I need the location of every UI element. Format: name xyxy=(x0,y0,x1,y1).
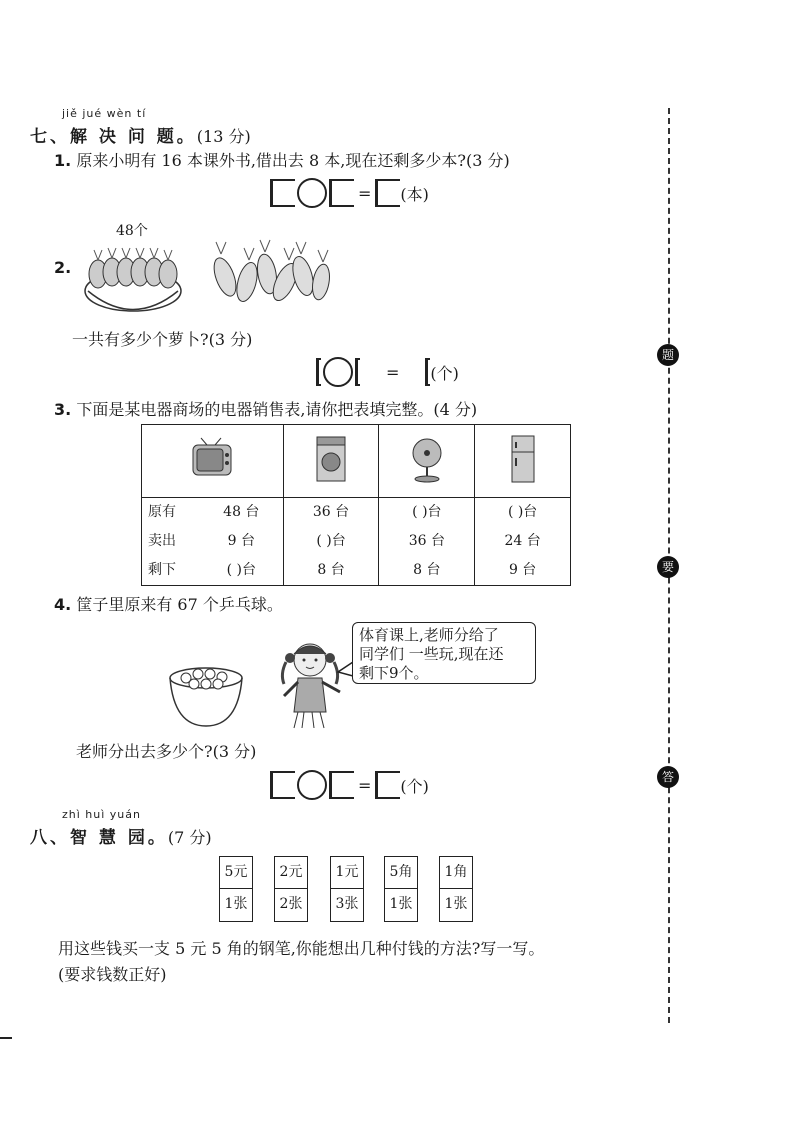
section7-title-text: 七、解 决 问 题。 xyxy=(30,127,197,147)
washer-cell xyxy=(283,425,379,498)
ball-bowl-image xyxy=(166,664,246,730)
q1-blank-3[interactable] xyxy=(375,179,400,207)
bubble-line-2: 同学们 一些玩,现在还 xyxy=(359,645,504,663)
section8-question-line2: (要求钱数正好) xyxy=(58,965,167,984)
washer-original: 36 台 xyxy=(312,504,350,520)
section8-pinyin: zhì huì yuán xyxy=(62,808,141,821)
fan-sold: 36 台 xyxy=(408,533,445,549)
q4-statement: 筐子里原来有 67 个乒乓球。 xyxy=(76,595,283,614)
speech-bubble xyxy=(352,622,536,684)
q4-equals: = xyxy=(358,775,372,795)
q1-blank-1[interactable] xyxy=(270,179,295,207)
money-value: 1元 xyxy=(331,857,363,889)
section8-title-text: 八、智 慧 园。 xyxy=(30,828,168,848)
q4-text xyxy=(54,592,283,615)
fan-original-blank[interactable]: ( )台 xyxy=(412,504,442,520)
bubble-line-3: 剩下9个。 xyxy=(359,664,429,682)
row-label-sold: 卖出 xyxy=(148,533,176,549)
section7-points: (13 分) xyxy=(196,127,251,146)
q4-number: 4. xyxy=(54,595,72,614)
table-col-washer xyxy=(283,498,379,586)
q4-blank-1[interactable] xyxy=(270,771,295,799)
corner-mark xyxy=(0,1037,12,1039)
fridge-cell xyxy=(475,425,571,498)
money-count: 1张 xyxy=(224,896,248,912)
table-col-fan xyxy=(379,498,475,586)
basket-of-radishes-image xyxy=(78,236,188,316)
money-count: 3张 xyxy=(335,896,359,912)
q1-blank-2[interactable] xyxy=(329,179,354,207)
tv-original: 48 台 xyxy=(223,504,260,520)
q1-equals: = xyxy=(358,183,372,203)
table-col-tv xyxy=(142,498,284,586)
q2-question: 一共有多少个萝卜?(3 分) xyxy=(72,330,253,349)
q2-blank-1[interactable] xyxy=(316,358,321,386)
q4-question: 老师分出去多少个?(3 分) xyxy=(76,742,257,761)
table-col-fridge xyxy=(475,498,571,586)
fridge-original-blank[interactable]: ( )台 xyxy=(507,504,538,520)
money-value: 5元 xyxy=(220,857,252,889)
loose-radishes-image xyxy=(205,232,335,312)
side-badge-2: 要 xyxy=(657,556,679,578)
q4-blank-2[interactable] xyxy=(329,771,354,799)
washer-sold-blank[interactable]: ( )台 xyxy=(316,533,346,549)
girl-teacher-image xyxy=(276,636,348,732)
tv-cell xyxy=(142,425,284,498)
row-label-remaining: 剩下 xyxy=(148,562,176,578)
section8-question-line1: 用这些钱买一支 5 元 5 角的钢笔,你能想出几种付钱的方法?写一写。 xyxy=(58,939,545,958)
q4-equation xyxy=(270,770,429,800)
section8-title xyxy=(30,823,212,848)
q3-question: 下面是某电器商场的电器销售表,请你把表填完整。(4 分) xyxy=(76,400,478,419)
side-badge-1: 题 xyxy=(657,344,679,366)
q4-unit: (个) xyxy=(400,776,429,796)
money-count: 1张 xyxy=(389,896,413,912)
money-value: 2元 xyxy=(275,857,307,889)
q1-number: 1. xyxy=(54,151,72,170)
q2-unit: (个) xyxy=(430,363,459,383)
q2-equation xyxy=(316,357,459,387)
fridge-sold: 24 台 xyxy=(504,533,541,549)
fan-icon xyxy=(407,435,447,483)
section7-pinyin: jiě jué wèn tí xyxy=(62,107,147,120)
money-card-5jiao xyxy=(384,856,418,922)
tv-icon xyxy=(189,437,235,481)
fan-cell xyxy=(379,425,475,498)
q1-question: 原来小明有 16 本课外书,借出去 8 本,现在还剩多少本?(3 分) xyxy=(76,151,510,170)
q1-unit: (本) xyxy=(400,184,429,204)
fan-remaining: 8 台 xyxy=(413,562,441,578)
money-value: 5角 xyxy=(385,857,417,889)
money-card-5yuan xyxy=(219,856,253,922)
q2-equals: = xyxy=(386,362,400,382)
washing-machine-icon xyxy=(311,435,351,483)
q1-operator-circle[interactable] xyxy=(297,178,327,208)
money-card-1jiao xyxy=(439,856,473,922)
q1-text xyxy=(54,148,510,171)
q1-equation xyxy=(270,178,429,208)
q4-blank-3[interactable] xyxy=(375,771,400,799)
bubble-line-1: 体育课上,老师分给了 xyxy=(359,626,499,644)
q3-number: 3. xyxy=(54,400,72,419)
side-badge-3: 答 xyxy=(657,766,679,788)
money-value: 1角 xyxy=(440,857,472,889)
section7-title xyxy=(30,122,251,147)
money-card-2yuan xyxy=(274,856,308,922)
q3-text xyxy=(54,397,477,420)
tv-sold: 9 台 xyxy=(227,533,255,549)
money-count: 1张 xyxy=(444,896,468,912)
q2-basket-label: 48个 xyxy=(116,223,148,239)
money-card-1yuan xyxy=(330,856,364,922)
section8-points: (7 分) xyxy=(167,828,212,847)
q2-blank-2[interactable] xyxy=(355,358,360,386)
q2-number: 2. xyxy=(54,258,72,277)
washer-remaining: 8 台 xyxy=(317,562,345,578)
tv-remaining-blank[interactable]: ( )台 xyxy=(226,562,256,578)
fridge-icon xyxy=(506,434,540,484)
q4-operator-circle[interactable] xyxy=(297,770,327,800)
row-label-original: 原有 xyxy=(148,504,176,520)
fridge-remaining: 9 台 xyxy=(508,562,537,578)
q2-operator-circle[interactable] xyxy=(323,357,353,387)
money-count: 2张 xyxy=(279,896,303,912)
sales-table xyxy=(141,424,571,586)
